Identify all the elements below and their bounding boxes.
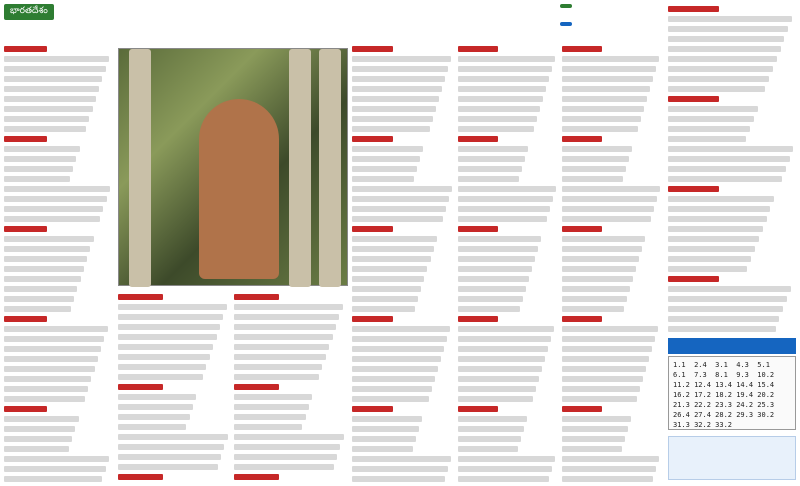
text-line [118, 294, 163, 300]
text-line [4, 156, 76, 162]
text-line [562, 456, 659, 462]
text-line [562, 126, 638, 132]
text-line [4, 96, 96, 102]
text-line [458, 156, 525, 162]
text-line [234, 394, 312, 400]
question-column-3 [234, 292, 346, 486]
text-line [668, 116, 754, 122]
text-line [118, 394, 196, 400]
text-line [4, 356, 98, 362]
question-column-2 [118, 292, 230, 486]
question-column-7 [668, 4, 796, 334]
text-line [352, 86, 442, 92]
text-line [668, 66, 773, 72]
text-line [668, 126, 750, 132]
text-line [4, 176, 70, 182]
text-line [458, 466, 552, 472]
text-line [234, 324, 336, 330]
text-line [4, 296, 74, 302]
text-line [118, 424, 186, 430]
text-line [4, 346, 101, 352]
text-line [562, 416, 631, 422]
text-line [4, 226, 47, 232]
text-line [352, 356, 441, 362]
text-line [458, 406, 498, 412]
text-line [458, 106, 540, 112]
text-line [352, 366, 438, 372]
text-line [352, 176, 414, 182]
text-line [4, 136, 47, 142]
text-line [562, 366, 646, 372]
text-line [458, 126, 534, 132]
text-line [352, 336, 447, 342]
text-line [668, 86, 765, 92]
text-line [562, 266, 636, 272]
text-line [458, 186, 556, 192]
text-line [562, 306, 624, 312]
text-line [118, 314, 223, 320]
text-line [668, 276, 719, 282]
text-line [668, 206, 770, 212]
text-line [668, 56, 777, 62]
text-line [562, 386, 640, 392]
text-line [352, 286, 421, 292]
text-line [118, 364, 206, 370]
text-line [118, 414, 190, 420]
text-line [234, 464, 334, 470]
text-line [458, 426, 524, 432]
text-line [4, 446, 69, 452]
text-line [118, 464, 218, 470]
rubber-tapping-photo [118, 48, 348, 286]
text-line [352, 386, 432, 392]
text-line [234, 334, 333, 340]
text-line [458, 356, 545, 362]
text-line [668, 266, 747, 272]
text-line [118, 354, 210, 360]
text-line [4, 46, 47, 52]
section-subtag-right [560, 22, 572, 26]
text-line [562, 186, 660, 192]
text-line [118, 404, 193, 410]
text-line [458, 266, 532, 272]
text-line [352, 256, 431, 262]
text-line [458, 396, 533, 402]
text-line [458, 386, 536, 392]
answer-key [668, 356, 796, 430]
text-line [352, 376, 435, 382]
text-line [458, 66, 552, 72]
text-line [4, 56, 109, 62]
text-line [458, 326, 554, 332]
text-line [562, 246, 642, 252]
section-tag-right [560, 4, 572, 8]
text-line [352, 66, 448, 72]
text-line [4, 146, 80, 152]
text-line [668, 256, 751, 262]
text-line [4, 336, 104, 342]
text-line [668, 186, 719, 192]
text-line [458, 376, 539, 382]
text-line [562, 356, 649, 362]
text-line [4, 216, 100, 222]
text-line [4, 456, 109, 462]
text-line [562, 156, 629, 162]
text-line [562, 446, 622, 452]
text-line [118, 384, 163, 390]
text-line [458, 196, 553, 202]
text-line [562, 466, 656, 472]
text-line [562, 396, 637, 402]
question-column-1 [4, 44, 112, 484]
text-line [352, 126, 430, 132]
text-line [458, 206, 550, 212]
text-line [352, 276, 424, 282]
text-line [668, 236, 759, 242]
text-line [562, 426, 628, 432]
text-line [668, 286, 791, 292]
text-line [562, 406, 602, 412]
text-line [458, 346, 548, 352]
text-line [352, 46, 393, 52]
text-line [668, 76, 769, 82]
text-line [352, 416, 422, 422]
text-line [234, 344, 329, 350]
text-line [4, 366, 95, 372]
text-line [668, 46, 781, 52]
answers-heading [668, 338, 796, 354]
text-line [562, 316, 602, 322]
text-line [4, 426, 75, 432]
text-line [668, 16, 792, 22]
text-line [562, 296, 627, 302]
text-line [458, 226, 498, 232]
text-line [458, 306, 520, 312]
text-line [668, 216, 767, 222]
text-line [458, 296, 523, 302]
text-line [4, 236, 94, 242]
text-line [458, 366, 542, 372]
text-line [4, 396, 85, 402]
text-line [668, 26, 788, 32]
text-line [118, 474, 163, 480]
text-line [562, 436, 625, 442]
text-line [458, 276, 529, 282]
text-line [562, 136, 602, 142]
text-line [458, 216, 547, 222]
text-line [562, 376, 643, 382]
text-line [4, 326, 108, 332]
text-line [234, 434, 344, 440]
text-line [118, 454, 221, 460]
text-line [352, 246, 434, 252]
text-line [4, 316, 47, 322]
text-line [562, 276, 633, 282]
text-line [668, 106, 758, 112]
answer-key-values: 1.1 2.4 3.1 4.3 5.1 6.1 7.3 8.1 9.3 10.2 11.2 12.4 13.4 14.4 15.4 16.2 17.2 18.2 19.4 20.2 21.3 22.2 23.3 24.2 25.3 26.4 27.4 28.2 29.3 30.2 31.3 32.2 33.2 [673, 361, 775, 429]
text-line [352, 96, 439, 102]
text-line [668, 306, 783, 312]
text-line [352, 106, 436, 112]
text-line [352, 156, 420, 162]
text-line [458, 416, 527, 422]
text-line [562, 176, 623, 182]
text-line [458, 476, 549, 482]
text-line [562, 236, 645, 242]
text-line [4, 286, 77, 292]
text-line [4, 436, 72, 442]
text-line [458, 246, 538, 252]
text-line [352, 186, 452, 192]
text-line [352, 196, 449, 202]
text-line [458, 236, 541, 242]
text-line [458, 176, 519, 182]
text-line [352, 216, 443, 222]
text-line [352, 166, 417, 172]
text-line [562, 256, 639, 262]
text-line [458, 436, 521, 442]
text-line [4, 386, 88, 392]
text-line [352, 76, 445, 82]
text-line [234, 314, 339, 320]
text-line [352, 306, 415, 312]
text-line [668, 246, 755, 252]
text-line [352, 476, 445, 482]
text-line [4, 166, 73, 172]
text-line [562, 286, 630, 292]
text-line [668, 166, 786, 172]
text-line [562, 326, 658, 332]
text-line [4, 196, 107, 202]
text-line [4, 256, 87, 262]
text-line [4, 416, 79, 422]
text-line [352, 466, 448, 472]
text-line [562, 166, 626, 172]
text-line [668, 156, 790, 162]
text-line [458, 76, 549, 82]
text-line [234, 424, 302, 430]
text-line [668, 36, 784, 42]
text-line [118, 434, 228, 440]
text-line [562, 66, 656, 72]
text-line [4, 376, 91, 382]
text-line [458, 56, 555, 62]
text-line [458, 146, 528, 152]
text-line [118, 344, 213, 350]
text-line [118, 444, 224, 450]
text-line [4, 406, 47, 412]
text-line [234, 364, 322, 370]
text-line [4, 116, 89, 122]
text-line [562, 146, 632, 152]
text-line [352, 316, 393, 322]
text-line [352, 406, 393, 412]
text-line [118, 304, 227, 310]
section-tag-left: భారతదేశం [4, 4, 54, 20]
text-line [562, 106, 644, 112]
text-line [4, 206, 103, 212]
text-line [352, 346, 444, 352]
text-line [458, 316, 498, 322]
text-line [668, 226, 763, 232]
text-line [562, 96, 647, 102]
text-line [562, 46, 602, 52]
text-line [4, 106, 93, 112]
text-line [668, 136, 746, 142]
text-line [234, 304, 343, 310]
text-line [352, 326, 450, 332]
text-line [234, 384, 279, 390]
text-line [4, 76, 102, 82]
question-column-5 [458, 44, 558, 484]
text-line [458, 166, 522, 172]
text-line [352, 436, 416, 442]
text-line [458, 286, 526, 292]
text-line [458, 446, 518, 452]
text-line [118, 334, 217, 340]
text-line [458, 46, 498, 52]
text-line [234, 474, 279, 480]
author-credit [668, 436, 796, 480]
text-line [234, 354, 326, 360]
text-line [562, 226, 602, 232]
text-line [562, 346, 652, 352]
text-line [352, 296, 418, 302]
text-line [4, 186, 110, 192]
text-line [234, 404, 309, 410]
text-line [562, 76, 653, 82]
text-line [234, 444, 340, 450]
text-line [458, 136, 498, 142]
text-line [458, 116, 537, 122]
text-line [234, 454, 337, 460]
text-line [4, 276, 81, 282]
text-line [352, 226, 393, 232]
text-line [4, 126, 86, 132]
text-line [458, 96, 543, 102]
text-line [234, 294, 279, 300]
text-line [4, 66, 106, 72]
text-line [562, 476, 653, 482]
text-line [4, 86, 99, 92]
text-line [352, 446, 413, 452]
text-line [352, 456, 451, 462]
text-line [562, 206, 654, 212]
text-line [118, 324, 220, 330]
text-line [458, 256, 535, 262]
text-line [562, 56, 659, 62]
text-line [562, 196, 657, 202]
text-line [668, 176, 782, 182]
text-line [562, 116, 641, 122]
text-line [352, 136, 393, 142]
text-line [352, 266, 427, 272]
text-line [352, 146, 423, 152]
text-line [668, 96, 719, 102]
text-line [4, 466, 106, 472]
text-line [562, 336, 655, 342]
text-line [668, 146, 793, 152]
text-line [352, 236, 437, 242]
text-line [352, 426, 419, 432]
text-line [458, 336, 551, 342]
question-column-4 [352, 44, 454, 484]
text-line [668, 196, 774, 202]
text-line [668, 326, 776, 332]
question-column-6 [562, 44, 662, 484]
text-line [4, 266, 84, 272]
text-line [668, 6, 719, 12]
text-line [4, 476, 102, 482]
text-line [234, 374, 319, 380]
text-line [458, 86, 546, 92]
text-line [668, 316, 779, 322]
text-line [352, 56, 451, 62]
text-line [352, 116, 433, 122]
text-line [4, 306, 71, 312]
text-line [562, 86, 650, 92]
text-line [668, 296, 787, 302]
text-line [4, 246, 90, 252]
text-line [352, 396, 429, 402]
text-line [458, 456, 555, 462]
text-line [118, 374, 203, 380]
page-headline [120, 0, 550, 40]
text-line [562, 216, 651, 222]
text-line [352, 206, 446, 212]
text-line [234, 414, 306, 420]
